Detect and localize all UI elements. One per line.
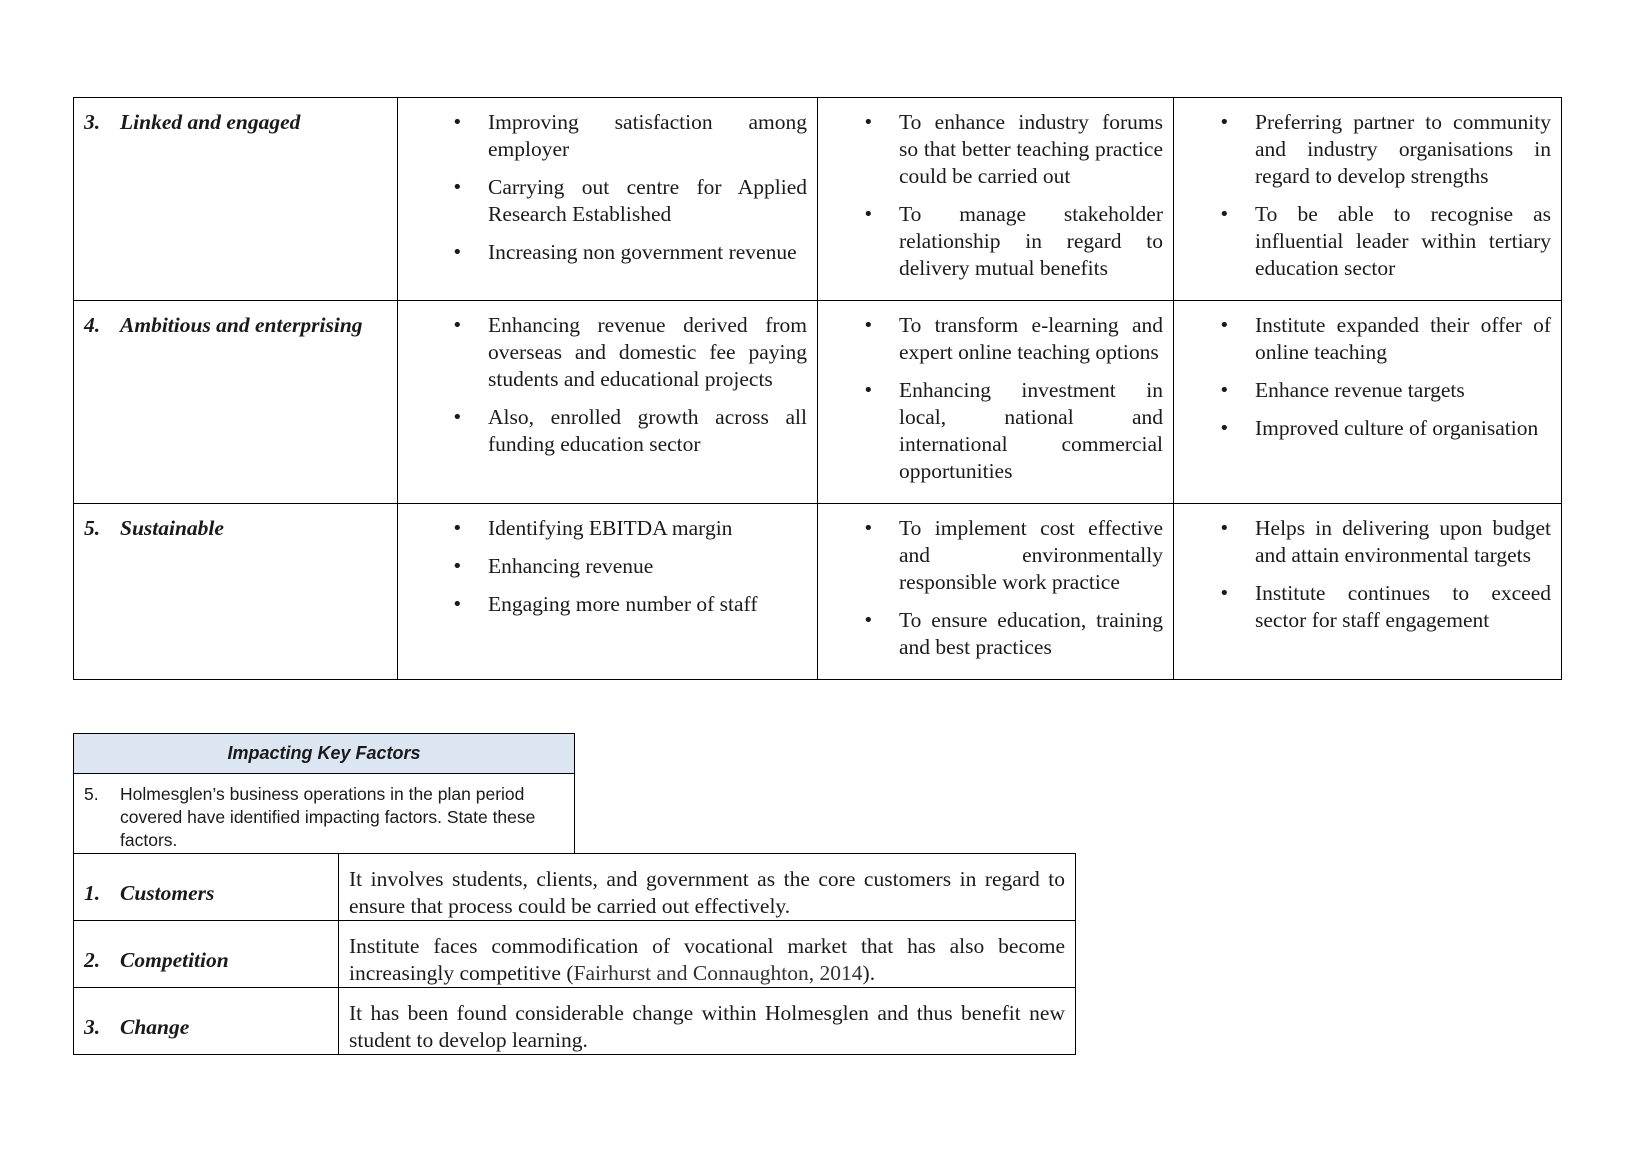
list-item-text: Enhance revenue targets (1255, 378, 1465, 402)
goal-name: Sustainable (120, 516, 224, 540)
factor-title: Competition (120, 947, 229, 972)
list-item (408, 404, 807, 458)
list-item-text: Engaging more number of staff (488, 592, 758, 616)
list-item (828, 201, 1163, 282)
factor-number: 2. (84, 947, 101, 972)
list-item (408, 174, 807, 228)
list-item-text: To transform e-learning and expert online teaching options (899, 313, 1163, 364)
list-item-text: Institute expanded their offer of online teaching (1255, 313, 1551, 364)
bullet-icon: • (863, 315, 874, 336)
goal-outcomes-cell (1174, 504, 1562, 680)
goal-name: Linked and engaged (120, 110, 301, 134)
bullet-list (408, 312, 807, 458)
key-factors-header-row (74, 734, 575, 774)
bullet-icon: • (863, 518, 874, 539)
list-item-text: Identifying EBITDA margin (488, 516, 733, 540)
factors-table (73, 853, 1076, 1055)
goal-strategies-cell (818, 301, 1174, 504)
question-number: 5. (84, 784, 99, 804)
factor-name-cell (74, 854, 339, 921)
goal-objectives-cell (398, 504, 818, 680)
list-item (408, 515, 807, 542)
goals-table (73, 97, 1562, 680)
factor-name (84, 880, 328, 907)
bullet-list (1184, 312, 1551, 442)
list-item-text: Increasing non government revenue (488, 240, 797, 264)
bullet-icon: • (452, 407, 463, 428)
bullet-icon: • (863, 112, 874, 133)
list-item (1184, 109, 1551, 190)
factor-row-customers (74, 854, 1076, 921)
bullet-list (408, 109, 807, 266)
bullet-list (828, 109, 1163, 282)
factor-name (84, 947, 328, 974)
goal-outcomes-cell (1174, 301, 1562, 504)
goal-title-cell (74, 504, 398, 680)
bullet-icon: • (863, 380, 874, 401)
bullet-list (408, 515, 807, 618)
factor-description-text: Institute faces commodification of vocational market that has also become increasingly competitive ( (349, 934, 1065, 985)
factor-description (339, 921, 1076, 988)
bullet-icon: • (1219, 518, 1230, 539)
goal-number: 4. (84, 313, 101, 337)
goal-outcomes-cell (1174, 98, 1562, 301)
bullet-icon: • (863, 610, 874, 631)
bullet-icon: • (452, 112, 463, 133)
list-item-text: To manage stakeholder relationship in regard to delivery mutual benefits (899, 202, 1163, 280)
factor-description-end: ). (862, 961, 876, 985)
factor-number: 3. (84, 1014, 101, 1039)
goal-name: Ambitious and enterprising (120, 313, 363, 337)
key-factors-question-row (74, 774, 575, 854)
list-item-text: Enhancing revenue (488, 554, 654, 578)
list-item (408, 553, 807, 580)
list-item (1184, 201, 1551, 282)
goal-row-linked-engaged (74, 98, 1562, 301)
key-factors-heading: Impacting Key Factors (74, 734, 575, 774)
goal-objectives-cell (398, 98, 818, 301)
goal-row-ambitious-enterprising (74, 301, 1562, 504)
goal-number: 3. (84, 110, 101, 134)
factor-title: Change (120, 1014, 190, 1039)
list-item-text: Enhancing revenue derived from overseas and domestic fee paying students and educational projects (488, 313, 807, 391)
bullet-list (828, 312, 1163, 485)
list-item-text: To implement cost effective and environmentally responsible work practice (899, 516, 1163, 594)
list-item (408, 591, 807, 618)
bullet-list (1184, 109, 1551, 282)
list-item-text: Improved culture of organisation (1255, 416, 1539, 440)
list-item (1184, 515, 1551, 569)
question-text: Holmesglen’s business operations in the plan period covered have identified impacting factors. State these factors. (120, 784, 536, 850)
list-item-text: To be able to recognise as influential leader within tertiary education sector (1255, 202, 1551, 280)
bullet-icon: • (1219, 315, 1230, 336)
goal-title (84, 515, 387, 542)
key-factors-question-cell (74, 774, 575, 854)
bullet-icon: • (452, 594, 463, 615)
bullet-list (828, 515, 1163, 661)
factor-name (84, 1014, 328, 1041)
list-item (828, 607, 1163, 661)
bullet-icon: • (863, 204, 874, 225)
citation: Fairhurst and Connaughton, 2014 (573, 961, 863, 985)
bullet-icon: • (452, 242, 463, 263)
bullet-icon: • (1219, 380, 1230, 401)
key-factors-question (84, 783, 564, 852)
goal-objectives-cell (398, 301, 818, 504)
list-item-text: Enhancing investment in local, national and international commercial opportunities (899, 378, 1163, 483)
bullet-icon: • (452, 556, 463, 577)
factor-number: 1. (84, 880, 101, 905)
factor-title: Customers (120, 880, 215, 905)
factor-description (339, 854, 1076, 921)
list-item (408, 312, 807, 393)
list-item-text: Helps in delivering upon budget and attain environmental targets (1255, 516, 1551, 567)
list-item (1184, 312, 1551, 366)
factor-description-text: It has been found considerable change within Holmesglen and thus benefit new student to develop learning. (349, 1001, 1065, 1052)
goal-number: 5. (84, 516, 101, 540)
bullet-icon: • (1219, 583, 1230, 604)
goal-title-cell (74, 301, 398, 504)
bullet-icon: • (452, 315, 463, 336)
list-item (408, 109, 807, 163)
bullet-icon: • (1219, 418, 1230, 439)
bullet-icon: • (1219, 112, 1230, 133)
factor-name-cell (74, 988, 339, 1055)
bullet-icon: • (452, 177, 463, 198)
bullet-icon: • (452, 518, 463, 539)
factor-row-competition (74, 921, 1076, 988)
goal-title (84, 109, 387, 136)
list-item (828, 312, 1163, 366)
factor-description (339, 988, 1076, 1055)
list-item-text: Institute continues to exceed sector for staff engagement (1255, 581, 1551, 632)
list-item (828, 515, 1163, 596)
factor-name-cell (74, 921, 339, 988)
goal-strategies-cell (818, 98, 1174, 301)
list-item-text: Carrying out centre for Applied Research Established (488, 175, 807, 226)
list-item (1184, 377, 1551, 404)
list-item-text: Also, enrolled growth across all funding education sector (488, 405, 807, 456)
list-item-text: Improving satisfaction among employer (488, 110, 807, 161)
list-item (1184, 580, 1551, 634)
factor-description-text: It involves students, clients, and government as the core customers in regard to ensure that process could be carried out effectively. (349, 867, 1065, 918)
goal-strategies-cell (818, 504, 1174, 680)
goal-row-sustainable (74, 504, 1562, 680)
list-item (1184, 415, 1551, 442)
list-item (828, 377, 1163, 485)
list-item-text: To enhance industry forums so that better teaching practice could be carried out (899, 110, 1163, 188)
goal-title (84, 312, 387, 339)
bullet-icon: • (1219, 204, 1230, 225)
key-factors-box (73, 733, 575, 854)
list-item-text: To ensure education, training and best practices (899, 608, 1163, 659)
bullet-list (1184, 515, 1551, 634)
list-item (828, 109, 1163, 190)
factor-row-change (74, 988, 1076, 1055)
list-item (408, 239, 807, 266)
list-item-text: Preferring partner to community and industry organisations in regard to develop strengths (1255, 110, 1551, 188)
goal-title-cell (74, 98, 398, 301)
